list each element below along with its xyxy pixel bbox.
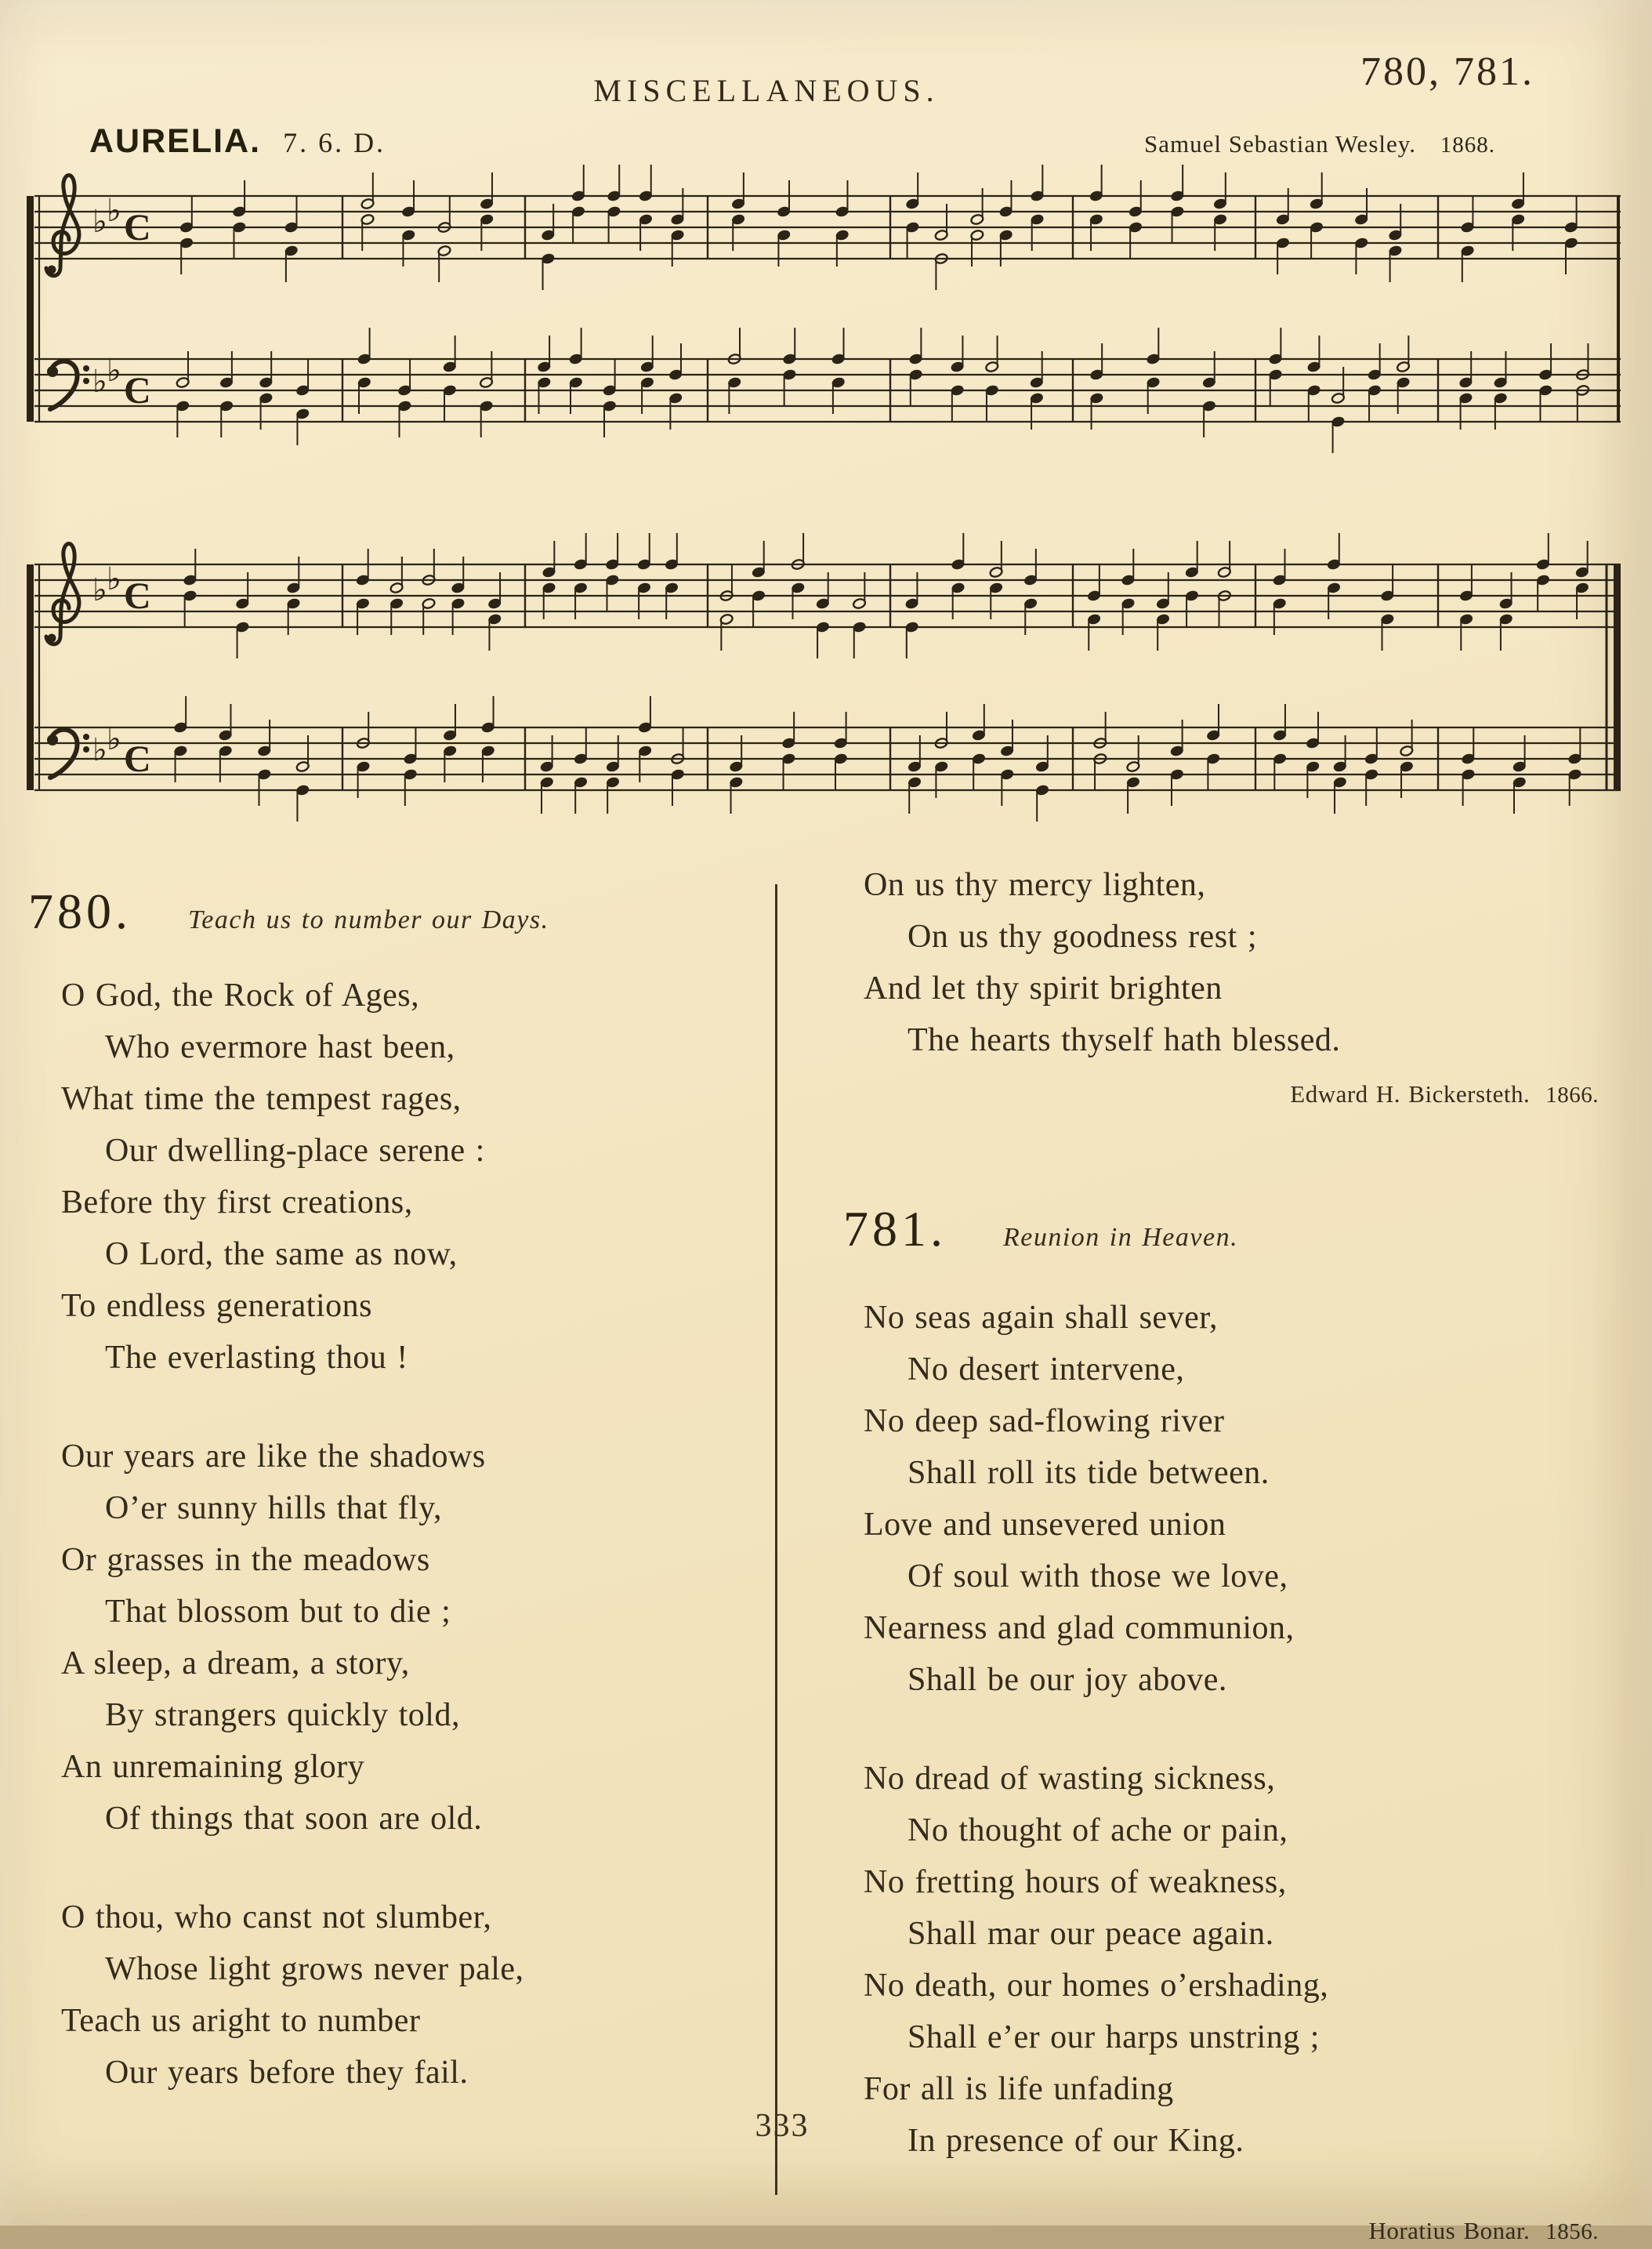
stanza-780-3b [864,859,1619,1066]
hymn-title-780: Teach us to number our Days. [188,905,549,934]
svg-text:♭: ♭ [107,353,121,389]
stanza-781-2 [864,1753,1619,2167]
verse-line: A sleep, a dream, a story, [61,1645,410,1681]
verse-line: By strangers quickly told, [105,1697,460,1733]
svg-text:♭: ♭ [92,572,107,608]
hymn-numbers-header: 780, 781. [1360,49,1534,94]
svg-text:♭: ♭ [92,732,107,768]
right-column [843,859,1619,2249]
stanza-781-1 [864,1292,1619,1706]
verse-line: No thought of ache or pain, [908,1812,1288,1848]
verse-line: On us thy mercy lighten, [864,867,1206,903]
verse-line: The hearts thyself hath blessed. [908,1022,1341,1058]
svg-text:♭: ♭ [92,364,107,400]
hymn-number-780: 780. [28,883,132,939]
verse-line: On us thy goodness rest ; [908,919,1257,955]
section-header: MISCELLANEOUS. [593,73,940,108]
svg-text:C: C [124,738,151,780]
verse-line: Whose light grows never pale, [105,1951,524,1987]
verse-line: O’er sunny hills that fly, [105,1490,443,1526]
attribution-781 [843,2214,1599,2249]
verse-line: Shall roll its tide between. [908,1455,1270,1491]
attribution-780 [843,1077,1599,1112]
stanza-780-1 [61,970,757,1384]
verse-line: For all is life unfading [864,2071,1174,2107]
verse-line: Love and unsevered union [864,1507,1226,1543]
page-number: 333 [755,2108,810,2144]
verse-line: No death, our homes o’ershading, [864,1968,1329,2004]
verse-line: An unremaining glory [61,1749,365,1785]
stanza-780-2 [61,1431,757,1845]
verse-line: Who evermore hast been, [105,1029,455,1065]
verse-line: Our years before they fail. [105,2055,469,2091]
verse-line: Of things that soon are old. [105,1801,483,1837]
svg-text:♭: ♭ [92,204,107,240]
hymn-number-781: 781. [843,1201,947,1257]
tune-meter: 7. 6. D. [283,127,386,158]
left-column [28,883,757,2146]
svg-text:♭: ♭ [107,561,121,597]
verse-line: And let thy spirit brighten [864,970,1223,1007]
author-year-780: 1866. [1545,1083,1599,1108]
verse-line: O thou, who canst not slumber, [61,1899,492,1935]
verse-line: Of soul with those we love, [908,1558,1288,1594]
music-system-2 [27,514,1625,836]
verse-line: Or grasses in the meadows [61,1542,430,1578]
verse-line: No dread of wasting sickness, [864,1761,1276,1797]
verse-line: O Lord, the same as now, [105,1236,458,1272]
verse-line: Our years are like the shadows [61,1438,486,1475]
verse-line: Shall mar our peace again. [908,1916,1274,1952]
svg-text:C: C [124,207,151,248]
verse-line: No fretting hours of weakness, [864,1864,1287,1900]
verse-line: No deep sad-flowing river [864,1403,1225,1439]
verse-line: Shall e’er our harps unstring ; [908,2019,1320,2055]
hymn-780-heading [28,883,757,946]
author-year-781: 1856. [1545,2219,1599,2244]
verse-line: In presence of our King. [908,2123,1244,2159]
verse-line: Shall be our joy above. [908,1662,1227,1698]
verse-line: Nearness and glad communion, [864,1610,1295,1646]
verse-line: Our dwelling-place serene : [105,1133,485,1169]
verse-line: The everlasting thou ! [105,1340,408,1376]
composer-year: 1868. [1440,132,1495,158]
hymn-781-heading [843,1203,1619,1264]
verse-line: Before thy first creations, [61,1184,413,1221]
verse-line: To endless generations [61,1288,372,1324]
music-system-1 [27,146,1625,467]
verse-line: That blossom but to die ; [105,1594,451,1630]
verse-line: No seas again shall sever, [864,1300,1219,1336]
stanza-780-3a [61,1892,757,2098]
column-divider [775,884,777,2195]
composer-name: Samuel Sebastian Wesley. [1144,130,1416,158]
author-name-780: Edward H. Bickersteth. [1290,1080,1531,1108]
verse-line: Teach us aright to number [61,2003,421,2039]
hymn-title-781: Reunion in Heaven. [1003,1223,1239,1252]
verse-line: O God, the Rock of Ages, [61,978,420,1014]
verse-line: What time the tempest rages, [61,1081,462,1117]
verse-line: No desert intervene, [908,1351,1185,1387]
tune-name: AURELIA. [89,122,262,160]
svg-text:♭: ♭ [107,193,121,229]
svg-text:C: C [124,575,151,617]
svg-text:♭: ♭ [107,721,121,757]
svg-text:C: C [124,370,151,412]
author-name-781: Horatius Bonar. [1368,2217,1531,2244]
